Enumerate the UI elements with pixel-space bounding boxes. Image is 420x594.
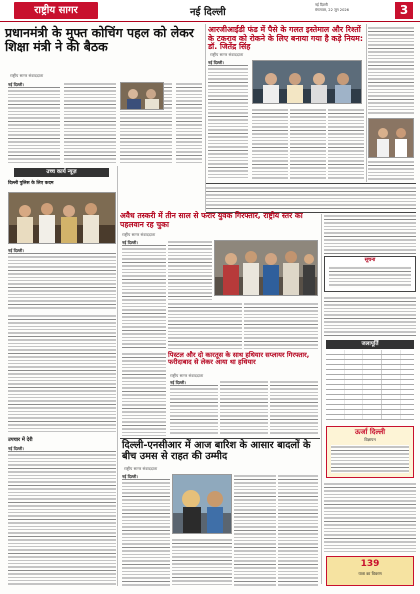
story5-byline: राष्ट्रीय सागर संवाददाता	[170, 373, 204, 378]
story5-body-col2	[220, 380, 268, 436]
story1-headline: प्रधानमंत्री के मुफ्त कोचिंग पहल को लेकर शिक्षा मंत्री ने की बैठक	[5, 25, 194, 54]
right-rail-photo	[368, 118, 414, 158]
masthead	[0, 0, 420, 22]
ad-subtitle: विज्ञापन	[364, 437, 376, 442]
story4-headline: अवैध तस्करी में तीन साल से फरार युवक गिरफ्तार, राष्ट्रीय स्तर का पहलवान रह चुका	[120, 211, 303, 229]
story4-byline: राष्ट्रीय सागर संवाददाता	[122, 232, 156, 237]
story6-headline: दिल्ली-एनसीआर में आज बारिश के आसार बादलों के बीच उमस से राहत की उम्मीद	[122, 440, 311, 462]
right-rail-body	[368, 26, 414, 116]
newspaper-brand: राष्ट्रीय सागर	[14, 2, 98, 19]
ad-title: ऊर्जा दिल्ली	[354, 428, 386, 436]
ad-body	[331, 445, 409, 473]
story6-byline: राष्ट्रीय सागर संवाददाता	[124, 466, 158, 471]
story6-body	[122, 474, 170, 586]
right-rail-body-4	[324, 482, 416, 552]
notice-box	[324, 256, 416, 292]
story2-byline: राष्ट्रीय सागर संवाददाता	[210, 52, 244, 57]
meta-line-1: नई दिल्ली	[315, 3, 328, 7]
right-rail-body-3	[324, 296, 416, 336]
page-number: 3	[395, 2, 413, 19]
story7-headline: उपचार में देरी	[8, 437, 33, 443]
story1-body	[8, 82, 60, 164]
story7-body	[8, 446, 116, 586]
story4-body-col4	[244, 302, 318, 350]
meta-line-2: मंगलवार, 22 जून 2026	[315, 7, 349, 12]
story3-headline: दिल्ली पुलिस के लिए कदम	[8, 181, 54, 186]
story5-body-col3	[270, 380, 318, 436]
section-band: उच्च कार्य न्यूज़	[14, 168, 109, 177]
story1-body-col2	[64, 82, 116, 164]
story6-body-col4	[172, 538, 232, 586]
story2-photo	[252, 60, 362, 104]
edition-city: नई दिल्ली	[190, 7, 226, 18]
table-title: जलापूर्ति	[326, 340, 414, 349]
story1-byline: राष्ट्रीय सागर संवाददाता	[10, 73, 44, 78]
story3-photo	[8, 192, 116, 244]
story6-body-col2	[234, 474, 276, 586]
bottom-ad-caption: यात्रा का विवरण	[358, 571, 382, 576]
bottom-ad-number: 139	[360, 559, 380, 569]
story1-dateline: नई दिल्ली।	[8, 82, 60, 87]
story3-dateline: नई दिल्ली।	[8, 248, 116, 253]
story2-body-col2	[252, 108, 288, 180]
story2-body-col4	[328, 108, 364, 180]
story2-headline: आरजीआईडी फंड में पैसे के गलत इस्तेमाल और रिश्तों के टकराव को रोकने के लिए बनाया गया है कड़े नियम: डॉ. जितेंद्र सिंह	[208, 25, 363, 52]
story5-headline: पिस्टल और दो कारतूस के साथ हथियार सप्लायर गिरफ्तार, फरीदाबाद से लेकर आया था हथियार	[168, 351, 310, 367]
story2-summary	[206, 186, 416, 210]
right-notice-body	[324, 214, 416, 254]
notice-title: सूचना	[364, 257, 376, 263]
story4-body	[122, 240, 166, 350]
right-rail-body-2	[368, 160, 414, 180]
story2-body-col3	[290, 108, 326, 180]
story2-body	[208, 60, 248, 180]
story5-body	[170, 380, 218, 436]
story4-body-col2	[168, 240, 212, 300]
story4-body-col3	[168, 302, 242, 350]
story1-body-col4	[176, 82, 202, 164]
bottom-ad	[326, 556, 414, 586]
story3-body	[8, 248, 116, 310]
story1-photo	[120, 82, 164, 110]
edition-meta	[315, 3, 385, 12]
story4-photo	[214, 240, 318, 296]
left-col-body	[8, 314, 116, 434]
story6-photo	[172, 474, 232, 534]
story6-dateline: नई दिल्ली।	[122, 474, 170, 479]
story4-continued	[122, 352, 166, 436]
story2-dateline: नई दिल्ली।	[208, 60, 248, 65]
story7-dateline: नई दिल्ली।	[8, 446, 116, 451]
story5-dateline: नई दिल्ली।	[170, 380, 218, 385]
advertisement	[326, 426, 414, 478]
story4-dateline: नई दिल्ली।	[122, 240, 166, 245]
supply-table	[326, 350, 414, 420]
story6-body-col3	[278, 474, 318, 586]
notice-text	[329, 266, 411, 288]
